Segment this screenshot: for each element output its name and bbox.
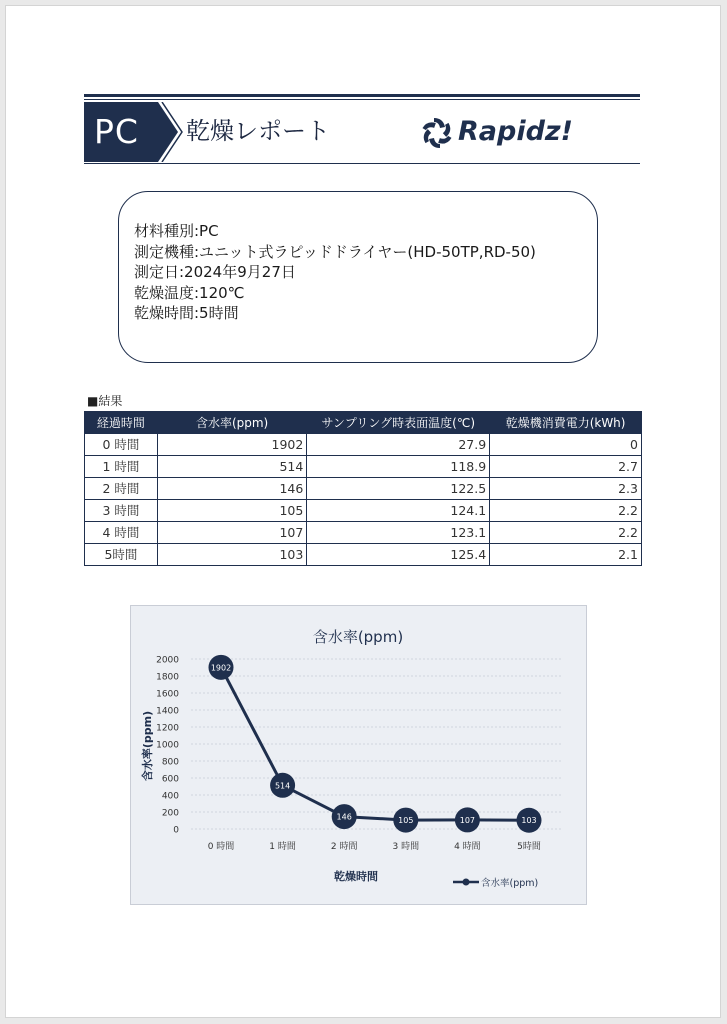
info-duration: 乾燥時間:5時間 [134, 304, 239, 323]
cell-temp: 122.5 [307, 478, 490, 500]
x-tick-label: 2 時間 [330, 842, 358, 852]
cell-power: 2.7 [490, 456, 642, 478]
moisture-chart [130, 605, 587, 905]
header-power: 乾燥機消費電力(kWh) [490, 412, 642, 434]
data-label: 146 [336, 812, 352, 822]
cell-temp: 27.9 [307, 434, 490, 456]
moisture-chart-svg [131, 606, 586, 904]
cell-power: 2.2 [490, 522, 642, 544]
y-tick-label: 200 [161, 808, 179, 819]
table-header-row [85, 412, 642, 434]
chart-title: 含水率(ppm) [312, 628, 404, 646]
table-row [85, 500, 642, 522]
y-tick-label: 1000 [156, 740, 179, 751]
header-rule-bottom [84, 163, 640, 164]
report-page [5, 5, 721, 1018]
data-label: 107 [459, 815, 476, 825]
x-tick-label: 0 時間 [207, 842, 235, 852]
results-table [84, 411, 642, 566]
table-row [85, 478, 642, 500]
y-tick-label: 1200 [156, 723, 179, 734]
table-row [85, 544, 642, 566]
info-date: 測定日:2024年9月27日 [134, 263, 296, 282]
x-tick-label: 5時間 [517, 842, 541, 852]
x-tick-label: 3 時間 [392, 842, 420, 852]
table-row [85, 456, 642, 478]
y-tick-label: 0 [173, 825, 179, 836]
cell-power: 0 [490, 434, 642, 456]
y-tick-label: 400 [161, 791, 179, 802]
chart-y-ticks [156, 656, 179, 836]
chart-x-ticks [208, 840, 541, 852]
header-moisture: 含水率(ppm) [157, 412, 306, 434]
x-tick-label: 4 時間 [454, 842, 481, 852]
logo-text: Rapidz! [458, 116, 573, 147]
data-label: 103 [521, 816, 537, 826]
cell-temp: 123.1 [307, 522, 490, 544]
cell-time: 1 時間 [85, 456, 158, 478]
material-code: PC [94, 112, 139, 151]
y-tick-label: 800 [161, 757, 179, 768]
cell-temp: 124.1 [307, 500, 490, 522]
cell-moisture: 146 [157, 478, 306, 500]
cell-temp: 118.9 [307, 456, 490, 478]
chart-x-axis-label: 乾燥時間 [334, 870, 378, 883]
cell-power: 2.3 [490, 478, 642, 500]
cell-moisture: 103 [157, 544, 306, 566]
cell-power: 2.2 [490, 500, 642, 522]
report-title: 乾燥レポート [186, 117, 330, 145]
table-row [85, 434, 642, 456]
info-material: 材料種別:PC [134, 222, 219, 240]
chart-legend [453, 877, 538, 889]
y-tick-label: 1800 [156, 672, 179, 683]
data-label: 514 [274, 781, 291, 791]
data-label: 105 [398, 816, 414, 826]
y-tick-label: 2000 [156, 655, 179, 666]
cell-time: 0 時間 [85, 434, 158, 456]
cell-time: 4 時間 [85, 522, 158, 544]
info-machine: 測定機種:ユニット式ラピッドドライヤー(HD-50TP,RD-50) [134, 242, 536, 261]
cell-moisture: 514 [157, 456, 306, 478]
cell-time: 3 時間 [85, 500, 158, 522]
data-label: 1902 [210, 663, 232, 673]
y-tick-label: 1600 [156, 689, 179, 700]
table-row [85, 522, 642, 544]
header-elapsed-time: 経過時間 [85, 412, 158, 434]
header-surface-temp: サンプリング時表面温度(℃) [307, 412, 490, 434]
legend-marker [463, 879, 470, 886]
x-tick-label: 1 時間 [269, 842, 296, 852]
cell-time: 2 時間 [85, 478, 158, 500]
legend-label: 含水率(ppm) [481, 878, 539, 889]
cell-power: 2.1 [490, 544, 642, 566]
cell-temp: 125.4 [307, 544, 490, 566]
info-temperature: 乾燥温度:120℃ [134, 283, 245, 302]
info-lines [134, 221, 536, 324]
header-rule-top-thin [84, 99, 640, 100]
results-section-label: ■結果 [87, 394, 123, 408]
chart-y-axis-label: 含水率(ppm) [141, 710, 154, 782]
y-tick-label: 600 [161, 774, 179, 785]
y-tick-label: 1400 [156, 706, 179, 717]
cell-moisture: 105 [157, 500, 306, 522]
header-rule-top [84, 94, 640, 97]
chart-gridlines [191, 659, 561, 829]
cell-time: 5時間 [85, 544, 158, 566]
cell-moisture: 107 [157, 522, 306, 544]
cell-moisture: 1902 [157, 434, 306, 456]
turbine-logo-icon [420, 116, 454, 150]
